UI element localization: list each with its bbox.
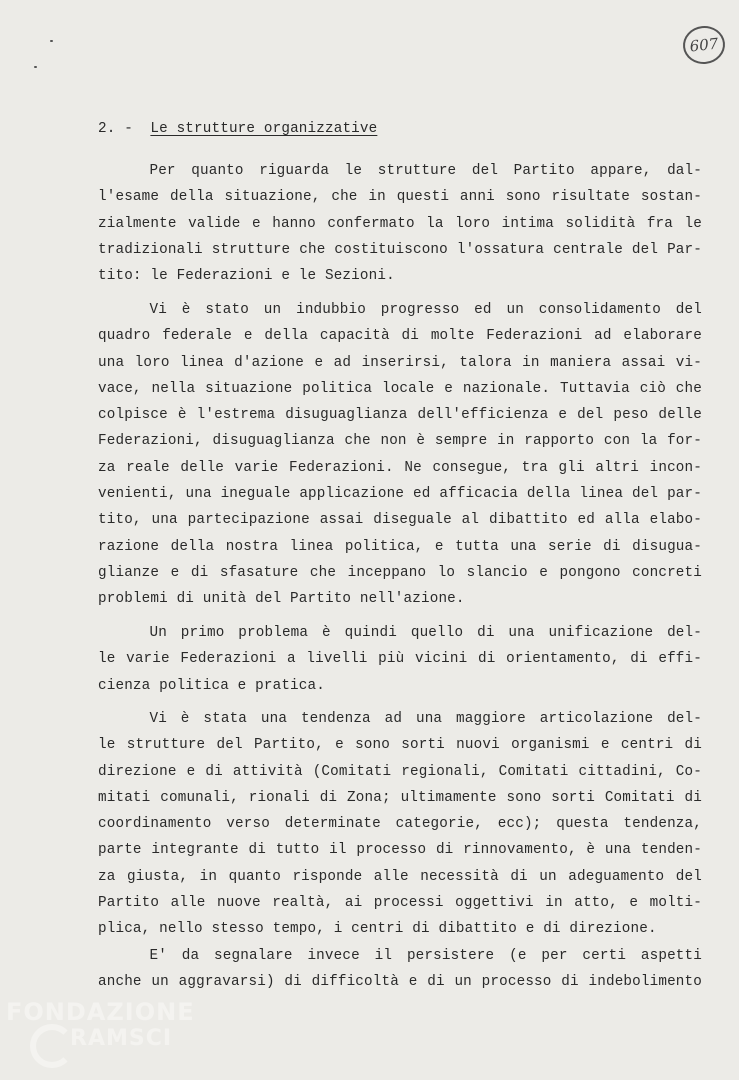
watermark-g-logo-icon [30, 1024, 74, 1068]
paragraph-4 [98, 706, 702, 943]
scan-speck [50, 40, 53, 42]
section-heading [98, 121, 377, 137]
text-line: Vi è stato un indubbio progresso ed un consolidamento del [149, 302, 702, 318]
page-number-stamp: 607 [681, 24, 727, 66]
watermark-line-1: FONDAZIONE [6, 998, 195, 1026]
text-line: quadro federale e della capacità di molte Federazioni ad elaborare [98, 328, 702, 345]
text-line: problemi di unità del Partito nell'azione. [98, 591, 465, 608]
text-line: l'esame della situazione, che in questi anni sono risultate sostan- [98, 189, 702, 206]
section-number: 2. - [98, 121, 133, 137]
text-line: tito, una partecipazione assai diseguale al dibattito ed alla elabo- [98, 512, 702, 529]
text-line: cienza politica e pratica. [98, 677, 325, 694]
text-line: direzione e di attività (Comitati regionali, Comitati cittadini, Co- [98, 763, 702, 780]
text-line: vace, nella situazione politica locale e nazionale. Tuttavia ciò che [98, 380, 702, 397]
paragraph-1 [98, 158, 702, 289]
text-line: una loro linea d'azione e ad inserirsi, talora in maniera assai vi- [98, 354, 702, 371]
text-line: zialmente valide e hanno confermato la loro intima solidità fra le [98, 215, 702, 232]
text-line: tradizionali strutture che costituiscono l'ossatura centrale del Par- [98, 241, 702, 258]
paragraph-3 [98, 620, 702, 699]
text-line: venienti, una ineguale applicazione ed afficacia della linea del par- [98, 486, 702, 503]
section-title: Le strutture organizzative [150, 121, 378, 137]
text-line: Un primo problema è quindi quello di una unificazione del- [149, 625, 702, 641]
text-line: E' da segnalare invece il persistere (e per certi aspetti [149, 948, 702, 964]
text-line: colpisce è l'estrema disuguaglianza dell'efficienza e del peso delle [98, 407, 702, 424]
paragraph-2 [98, 297, 702, 613]
text-line: coordinamento verso determinate categorie, ecc); questa tendenza, [98, 816, 702, 833]
text-line: za giusta, in quanto risponde alle necessità di un adeguamento del [98, 868, 702, 885]
text-line: Per quanto riguarda le strutture del Partito appare, dal- [149, 163, 702, 179]
fondazione-gramsci-watermark [6, 998, 196, 1078]
text-line: glianze e di sfasature che inceppano lo slancio e pongono concreti [98, 564, 702, 581]
text-line: za reale delle varie Federazioni. Ne consegue, tra gli altri incon- [98, 459, 702, 476]
text-line: plica, nello stesso tempo, i centri di dibattito e di direzione. [98, 921, 657, 938]
text-line: Vi è stata una tendenza ad una maggiore articolazione del- [149, 711, 702, 727]
text-line: le varie Federazioni a livelli più vicini di orientamento, di effi- [98, 651, 702, 668]
text-line: anche un aggravarsi) di difficoltà e di un processo di indebolimento [98, 974, 702, 991]
text-line: razione della nostra linea politica, e tutta una serie di disugua- [98, 538, 702, 555]
text-line: le strutture del Partito, e sono sorti nuovi organismi e centri di [98, 737, 702, 754]
paragraph-5 [98, 943, 702, 996]
watermark-line-2: RAMSCI [70, 1026, 173, 1051]
text-line: tito: le Federazioni e le Sezioni. [98, 268, 395, 285]
text-line: Federazioni, disuguaglianza che non è sempre in rapporto con la for- [98, 433, 702, 450]
scan-speck [34, 66, 37, 68]
text-line: mitati comunali, rionali di Zona; ultimamente sono sorti Comitati di [98, 789, 702, 806]
text-line: Partito alle nuove realtà, ai processi oggettivi in atto, e molti- [98, 895, 702, 912]
text-line: parte integrante di tutto il processo di rinnovamento, è una tenden- [98, 842, 702, 859]
